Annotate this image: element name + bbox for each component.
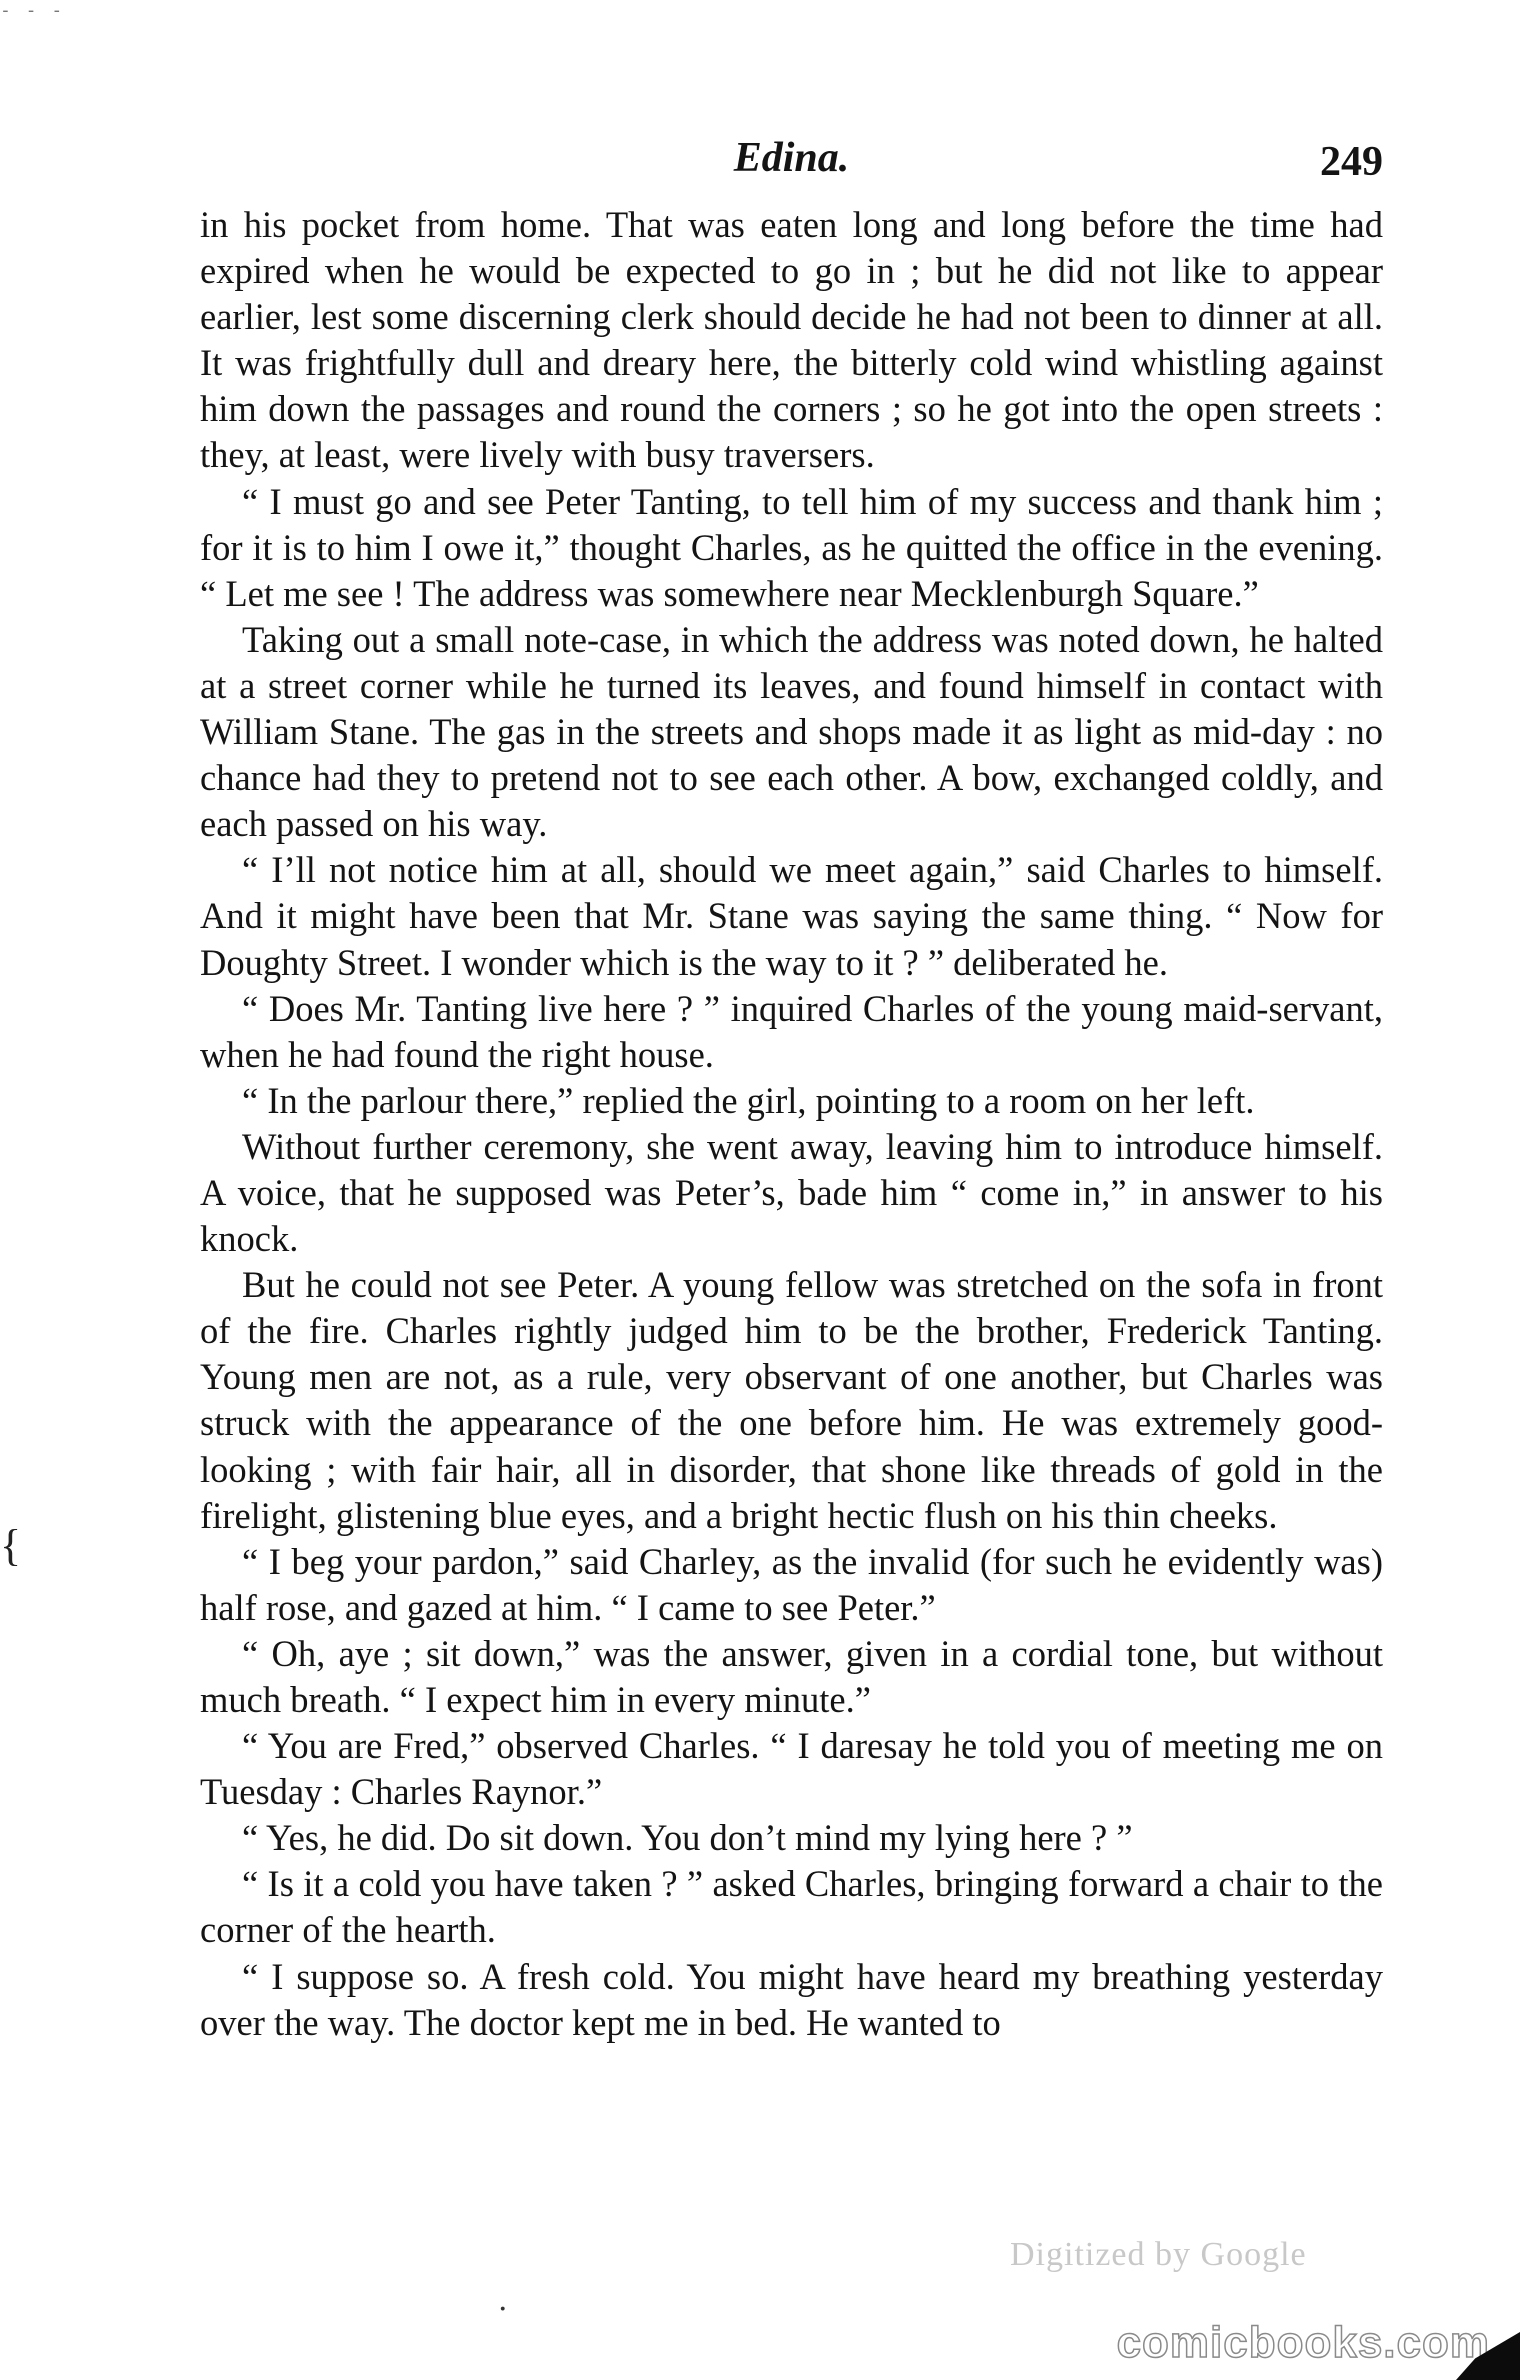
footer-dot-mark: · [498,2292,508,2327]
running-head [200,128,1383,188]
paragraph: “ In the parlour there,” replied the girl, pointing to a room on her left. [242,1079,1255,1121]
paragraph: But he could not see Peter. A young fellow was stretched on the sofa in front of the fire. Charles rightly judged him to be the brother, Frederick Tanting. Young men are not, as a rule, very observant of one another, but Charles was struck with the appearance of the one before him. He was extremely good-looking ; with fair hair, all in disorder, that shone like threads of gold in the firelight, glistening blue eyes, and a bright hectic flush on his thin cheeks. [200,1264,1383,1536]
paragraph: “ You are Fred,” observed Charles. “ I daresay he told you of meeting me on Tuesday : Charles Raynor.” [200,1725,1383,1813]
body-text [200,202,1383,2046]
page-number: 249 [1320,139,1383,185]
margin-bracket-mark: { [0,1521,22,1570]
paragraph: Without further ceremony, she went away, leaving him to introduce himself. A voice, that he supposed was Peter’s, bade him “ come in,” in answer to his knock. [200,1125,1383,1260]
paragraph: in his pocket from home. That was eaten long and long before the time had expired when he would be expected to go in ; but he did not like to appear earlier, lest some discerning clerk should decide he had not been to dinner at all. It was frightfully dull and dreary here, the bitterly cold wind whistling against him down the passages and round the corners ; so he got into the open streets : they, at least, were lively with busy traversers. [200,204,1383,476]
running-title: Edina. [733,135,850,181]
paragraph: “ Is it a cold you have taken ? ” asked Charles, bringing forward a chair to the corner of the hearth. [200,1863,1383,1951]
paragraph: “ I’ll not notice him at all, should we meet again,” said Charles to himself. And it might have been that Mr. Stane was saying the same thing. “ Now for Doughty Street. I wonder which is the way to it ? ” deliberated he. [200,849,1383,983]
site-watermark: comicbooks.com [1116,2318,1490,2367]
paragraph: “ Yes, he did. Do sit down. You don’t mind my lying here ? ” [242,1817,1133,1859]
paragraph: “ I suppose so. A fresh cold. You might have heard my breathing yesterday over the way. The doctor kept me in bed. He wanted to [200,1955,1383,2043]
paragraph: Taking out a small note-case, in which the address was noted down, he halted at a street corner while he turned its leaves, and found himself in contact with William Stane. The gas in the streets and shops made it as light as mid-day : no chance had they to pretend not to see each other. A bow, exchanged coldly, and each passed on his way. [200,618,1383,845]
scan-watermark: Digitized by Google [1010,2236,1307,2273]
paragraph: “ Does Mr. Tanting live here ? ” inquired Charles of the young maid-servant, when he had found the right house. [200,987,1383,1075]
paragraph: “ Oh, aye ; sit down,” was the answer, given in a cordial tone, but without much breath. “ I expect him in every minute.” [200,1632,1383,1720]
paragraph: “ I beg your pardon,” said Charley, as the invalid (for such he evidently was) half rose, and gazed at him. “ I came to see Peter.” [200,1540,1383,1628]
paragraph: “ I must go and see Peter Tanting, to tell him of my success and thank him ; for it is to him I owe it,” thought Charles, as he quitted the office in the evening. “ Let me see ! The address was somewhere near Mecklenburgh Square.” [200,480,1383,614]
corner-mark: - - - [0,0,65,21]
